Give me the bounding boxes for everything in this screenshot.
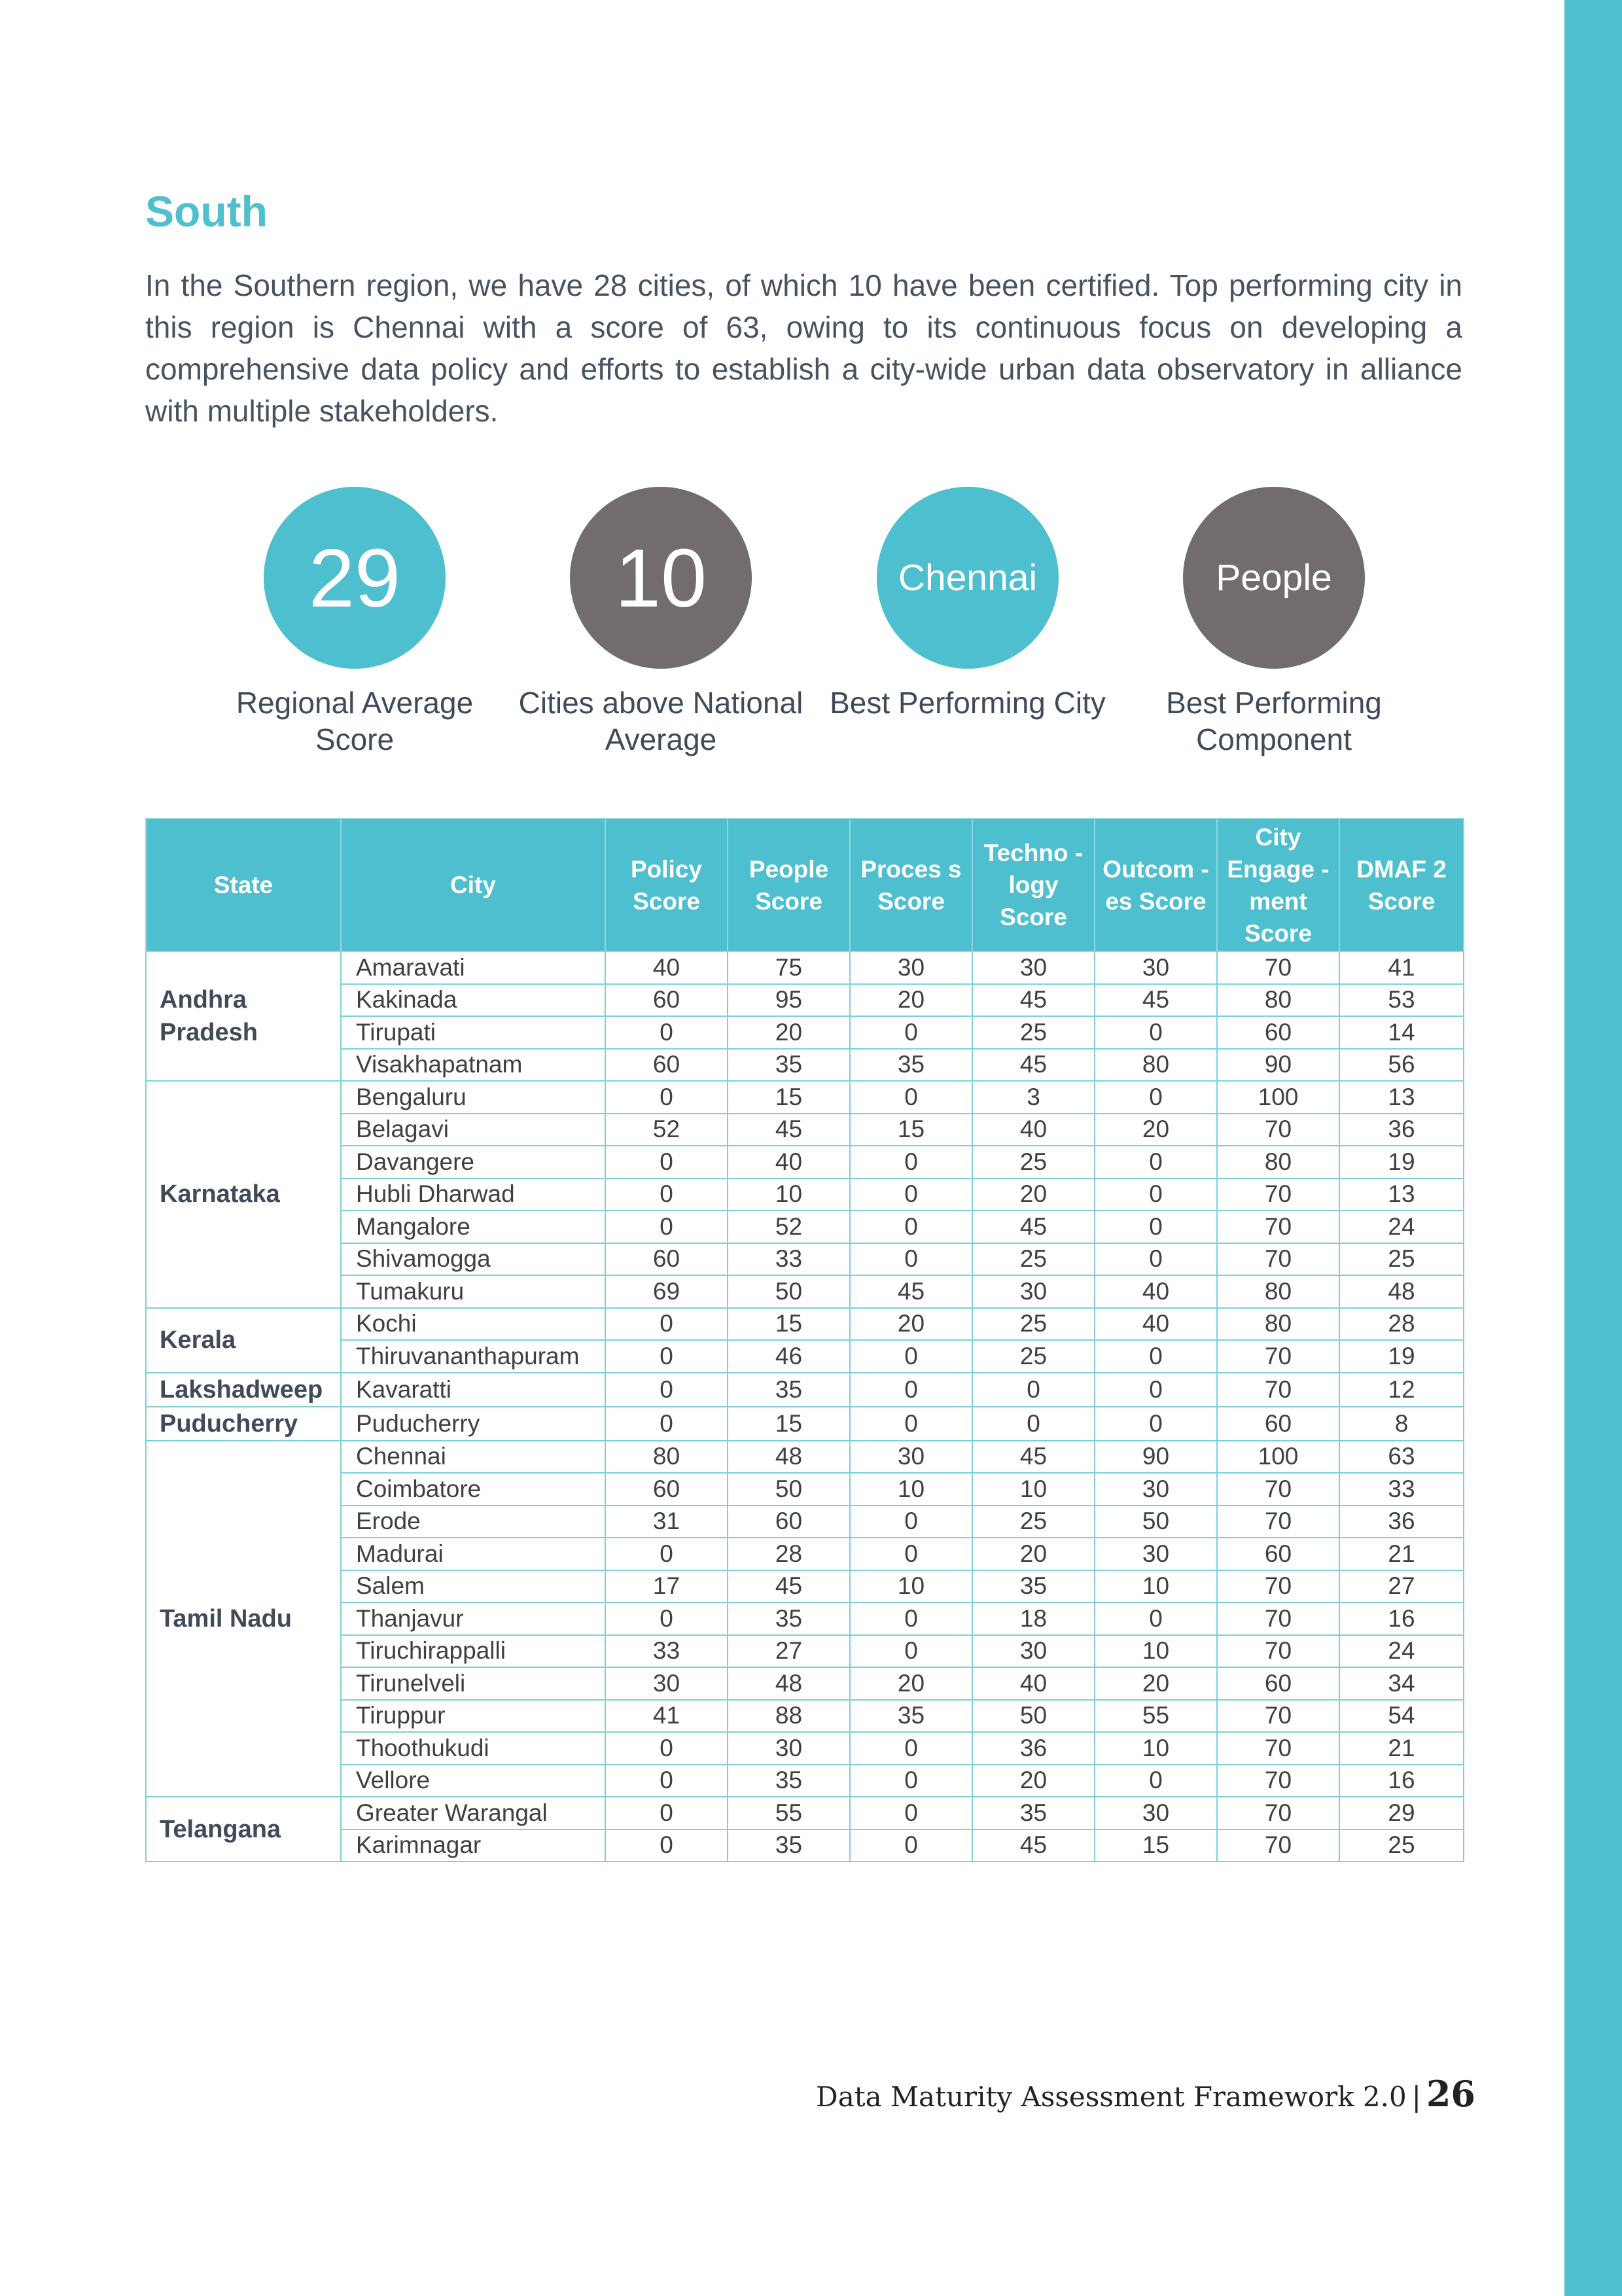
people-score-cell: 88: [728, 1700, 850, 1733]
engagement-score-cell: 100: [1217, 1081, 1339, 1114]
outcomes-score-cell: 0: [1095, 1373, 1217, 1407]
technology-score-cell: 35: [972, 1570, 1095, 1603]
table-row: [146, 1114, 1464, 1146]
people-score-cell: 15: [728, 1407, 850, 1441]
technology-score-cell: 25: [972, 1340, 1095, 1373]
kpi-value: Chennai: [898, 557, 1038, 599]
policy-score-cell: 0: [605, 1016, 728, 1049]
process-score-cell: 0: [850, 1340, 972, 1373]
table-row: [146, 1797, 1464, 1829]
policy-score-cell: 0: [605, 1538, 728, 1570]
technology-score-cell: 25: [972, 1308, 1095, 1341]
table-row: [146, 1635, 1464, 1668]
people-score-cell: 35: [728, 1829, 850, 1862]
policy-score-cell: 33: [605, 1635, 728, 1668]
table-row: [146, 984, 1464, 1017]
dmaf-score-cell: 8: [1339, 1407, 1464, 1441]
technology-score-cell: 40: [972, 1114, 1095, 1146]
technology-score-cell: 25: [972, 1243, 1095, 1276]
policy-score-cell: 40: [605, 951, 728, 984]
dmaf-score-cell: 12: [1339, 1373, 1464, 1407]
state-cell: Tamil Nadu: [146, 1441, 341, 1797]
engagement-score-cell: 80: [1217, 1275, 1339, 1308]
dmaf-score-cell: 48: [1339, 1275, 1464, 1308]
technology-score-cell: 30: [972, 1635, 1095, 1668]
city-cell: Amaravati: [341, 951, 605, 984]
table-row: [146, 1373, 1464, 1407]
people-score-cell: 30: [728, 1732, 850, 1765]
process-score-cell: 20: [850, 1308, 972, 1341]
table-row: [146, 1081, 1464, 1114]
dmaf-score-cell: 36: [1339, 1114, 1464, 1146]
engagement-score-cell: 70: [1217, 1373, 1339, 1407]
engagement-score-cell: 70: [1217, 1178, 1339, 1211]
engagement-score-cell: 80: [1217, 984, 1339, 1017]
dmaf-score-cell: 36: [1339, 1506, 1464, 1538]
policy-score-cell: 0: [605, 1308, 728, 1341]
state-cell: Kerala: [146, 1308, 341, 1373]
table-row: [146, 1602, 1464, 1635]
footer-separator: |: [1411, 2081, 1421, 2113]
outcomes-score-cell: 55: [1095, 1700, 1217, 1733]
city-cell: Tumakuru: [341, 1275, 605, 1308]
technology-score-cell: 50: [972, 1700, 1095, 1733]
kpi-value: 10: [614, 531, 707, 624]
table-row: [146, 1340, 1464, 1373]
outcomes-score-cell: 20: [1095, 1114, 1217, 1146]
city-cell: Shivamogga: [341, 1243, 605, 1276]
kpi-circle: [570, 487, 752, 669]
engagement-score-cell: 60: [1217, 1407, 1339, 1441]
engagement-score-cell: 70: [1217, 951, 1339, 984]
outcomes-score-cell: 0: [1095, 1243, 1217, 1276]
technology-score-cell: 30: [972, 951, 1095, 984]
people-score-cell: 27: [728, 1635, 850, 1668]
people-score-cell: 46: [728, 1340, 850, 1373]
outcomes-score-cell: 50: [1095, 1506, 1217, 1538]
dmaf-score-cell: 16: [1339, 1602, 1464, 1635]
kpi-circle: [1183, 487, 1365, 669]
people-score-cell: 50: [728, 1275, 850, 1308]
engagement-score-cell: 80: [1217, 1308, 1339, 1341]
table-row: [146, 1146, 1464, 1178]
outcomes-score-cell: 80: [1095, 1049, 1217, 1082]
section-title: South: [145, 187, 268, 236]
city-cell: Coimbatore: [341, 1473, 605, 1506]
header-technology-score: Techno -logy Score: [972, 819, 1095, 951]
city-cell: Tirupati: [341, 1016, 605, 1049]
policy-score-cell: 0: [605, 1732, 728, 1765]
dmaf-score-cell: 56: [1339, 1049, 1464, 1082]
dmaf-score-cell: 33: [1339, 1473, 1464, 1506]
city-cell: Greater Warangal: [341, 1797, 605, 1829]
kpi-best-component: [1120, 487, 1428, 758]
table-row: [146, 1441, 1464, 1474]
engagement-score-cell: 70: [1217, 1114, 1339, 1146]
engagement-score-cell: 70: [1217, 1700, 1339, 1733]
engagement-score-cell: 70: [1217, 1797, 1339, 1829]
dmaf-score-cell: 54: [1339, 1700, 1464, 1733]
process-score-cell: 0: [850, 1829, 972, 1862]
technology-score-cell: 45: [972, 1441, 1095, 1474]
engagement-score-cell: 60: [1217, 1538, 1339, 1570]
technology-score-cell: 45: [972, 1210, 1095, 1243]
outcomes-score-cell: 30: [1095, 1797, 1217, 1829]
process-score-cell: 0: [850, 1797, 972, 1829]
outcomes-score-cell: 0: [1095, 1016, 1217, 1049]
city-cell: Thanjavur: [341, 1602, 605, 1635]
engagement-score-cell: 70: [1217, 1506, 1339, 1538]
dmaf-score-cell: 27: [1339, 1570, 1464, 1603]
technology-score-cell: 40: [972, 1667, 1095, 1700]
engagement-score-cell: 70: [1217, 1635, 1339, 1668]
people-score-cell: 52: [728, 1210, 850, 1243]
dmaf-score-cell: 41: [1339, 951, 1464, 984]
technology-score-cell: 25: [972, 1146, 1095, 1178]
people-score-cell: 33: [728, 1243, 850, 1276]
dmaf-score-cell: 19: [1339, 1340, 1464, 1373]
process-score-cell: 0: [850, 1407, 972, 1441]
technology-score-cell: 25: [972, 1506, 1095, 1538]
technology-score-cell: 36: [972, 1732, 1095, 1765]
people-score-cell: 45: [728, 1114, 850, 1146]
technology-score-cell: 25: [972, 1016, 1095, 1049]
engagement-score-cell: 70: [1217, 1829, 1339, 1862]
state-cell: Andhra Pradesh: [146, 951, 341, 1081]
engagement-score-cell: 60: [1217, 1016, 1339, 1049]
dmaf-score-cell: 24: [1339, 1635, 1464, 1668]
process-score-cell: 20: [850, 1667, 972, 1700]
process-score-cell: 10: [850, 1570, 972, 1603]
outcomes-score-cell: 0: [1095, 1765, 1217, 1797]
outcomes-score-cell: 30: [1095, 1473, 1217, 1506]
outcomes-score-cell: 0: [1095, 1602, 1217, 1635]
people-score-cell: 55: [728, 1797, 850, 1829]
dmaf-score-cell: 21: [1339, 1538, 1464, 1570]
kpi-label: Regional Average Score: [236, 686, 474, 756]
table-row: [146, 1275, 1464, 1308]
technology-score-cell: 20: [972, 1765, 1095, 1797]
header-people-score: People Score: [728, 819, 850, 951]
process-score-cell: 0: [850, 1506, 972, 1538]
process-score-cell: 0: [850, 1635, 972, 1668]
dmaf-score-cell: 53: [1339, 984, 1464, 1017]
table-row: [146, 1308, 1464, 1341]
policy-score-cell: 0: [605, 1340, 728, 1373]
people-score-cell: 48: [728, 1441, 850, 1474]
engagement-score-cell: 90: [1217, 1049, 1339, 1082]
table-row: [146, 1538, 1464, 1570]
kpi-label: Cities above National Average: [518, 686, 803, 756]
technology-score-cell: 20: [972, 1538, 1095, 1570]
city-cell: Madurai: [341, 1538, 605, 1570]
state-cell: Puducherry: [146, 1407, 341, 1441]
dmaf-score-cell: 13: [1339, 1081, 1464, 1114]
dmaf-score-cell: 28: [1339, 1308, 1464, 1341]
policy-score-cell: 41: [605, 1700, 728, 1733]
outcomes-score-cell: 40: [1095, 1308, 1217, 1341]
header-policy-score: Policy Score: [605, 819, 728, 951]
policy-score-cell: 60: [605, 1473, 728, 1506]
header-outcomes-score: Outcom -es Score: [1095, 819, 1217, 951]
city-cell: Belagavi: [341, 1114, 605, 1146]
process-score-cell: 0: [850, 1373, 972, 1407]
dmaf-score-cell: 25: [1339, 1243, 1464, 1276]
policy-score-cell: 60: [605, 984, 728, 1017]
process-score-cell: 45: [850, 1275, 972, 1308]
dmaf-score-cell: 16: [1339, 1765, 1464, 1797]
kpi-regional-average: [201, 487, 508, 758]
city-cell: Kavaratti: [341, 1373, 605, 1407]
technology-score-cell: 45: [972, 984, 1095, 1017]
people-score-cell: 60: [728, 1506, 850, 1538]
city-cell: Tirunelveli: [341, 1667, 605, 1700]
outcomes-score-cell: 30: [1095, 1538, 1217, 1570]
policy-score-cell: 0: [605, 1210, 728, 1243]
dmaf-score-cell: 14: [1339, 1016, 1464, 1049]
technology-score-cell: 18: [972, 1602, 1095, 1635]
people-score-cell: 20: [728, 1016, 850, 1049]
kpi-value: People: [1216, 557, 1332, 599]
dmaf-score-cell: 13: [1339, 1178, 1464, 1211]
city-cell: Tiruchirappalli: [341, 1635, 605, 1668]
city-cell: Hubli Dharwad: [341, 1178, 605, 1211]
technology-score-cell: 30: [972, 1275, 1095, 1308]
outcomes-score-cell: 40: [1095, 1275, 1217, 1308]
people-score-cell: 35: [728, 1602, 850, 1635]
process-score-cell: 30: [850, 1441, 972, 1474]
dmaf-score-cell: 24: [1339, 1210, 1464, 1243]
policy-score-cell: 0: [605, 1797, 728, 1829]
process-score-cell: 0: [850, 1178, 972, 1211]
outcomes-score-cell: 0: [1095, 1340, 1217, 1373]
page-number: 26: [1426, 2073, 1475, 2115]
table-row: [146, 1506, 1464, 1538]
process-score-cell: 0: [850, 1538, 972, 1570]
policy-score-cell: 0: [605, 1081, 728, 1114]
people-score-cell: 15: [728, 1308, 850, 1341]
table-row: [146, 1700, 1464, 1733]
people-score-cell: 45: [728, 1570, 850, 1603]
engagement-score-cell: 70: [1217, 1570, 1339, 1603]
kpi-circle: [877, 487, 1059, 669]
table-body: [146, 951, 1464, 1862]
city-cell: Thiruvananthapuram: [341, 1340, 605, 1373]
dmaf-score-cell: 19: [1339, 1146, 1464, 1178]
header-city: City: [341, 819, 605, 951]
policy-score-cell: 0: [605, 1178, 728, 1211]
engagement-score-cell: 70: [1217, 1732, 1339, 1765]
intro-paragraph: In the Southern region, we have 28 cities, of which 10 have been certified. Top performing city in this region is Chennai with a score of 63, owing to its continuous focus on developing a comprehensive data policy and efforts to establish a city-wide urban data observatory in alliance with multiple stakeholders.: [145, 268, 1462, 428]
header-dmaf-score: DMAF 2 Score: [1339, 819, 1464, 951]
outcomes-score-cell: 10: [1095, 1732, 1217, 1765]
outcomes-score-cell: 30: [1095, 951, 1217, 984]
policy-score-cell: 0: [605, 1146, 728, 1178]
table-row: [146, 1765, 1464, 1797]
people-score-cell: 48: [728, 1667, 850, 1700]
engagement-score-cell: 70: [1217, 1340, 1339, 1373]
outcomes-score-cell: 20: [1095, 1667, 1217, 1700]
outcomes-score-cell: 45: [1095, 984, 1217, 1017]
policy-score-cell: 60: [605, 1049, 728, 1082]
header-city-engagement-score: City Engage -ment Score: [1217, 819, 1339, 951]
footer-title: Data Maturity Assessment Framework 2.0: [816, 2081, 1407, 2113]
process-score-cell: 10: [850, 1473, 972, 1506]
city-cell: Davangere: [341, 1146, 605, 1178]
engagement-score-cell: 70: [1217, 1765, 1339, 1797]
outcomes-score-cell: 0: [1095, 1210, 1217, 1243]
city-cell: Kakinada: [341, 984, 605, 1017]
process-score-cell: 0: [850, 1602, 972, 1635]
city-cell: Salem: [341, 1570, 605, 1603]
state-cell: Karnataka: [146, 1081, 341, 1308]
process-score-cell: 20: [850, 984, 972, 1017]
table-row: [146, 1473, 1464, 1506]
city-cell: Tiruppur: [341, 1700, 605, 1733]
policy-score-cell: 0: [605, 1373, 728, 1407]
city-cell: Puducherry: [341, 1407, 605, 1441]
technology-score-cell: 45: [972, 1049, 1095, 1082]
policy-score-cell: 52: [605, 1114, 728, 1146]
outcomes-score-cell: 0: [1095, 1178, 1217, 1211]
engagement-score-cell: 70: [1217, 1243, 1339, 1276]
people-score-cell: 28: [728, 1538, 850, 1570]
engagement-score-cell: 70: [1217, 1602, 1339, 1635]
process-score-cell: 35: [850, 1700, 972, 1733]
state-cell: Lakshadweep: [146, 1373, 341, 1407]
table-header-row: [146, 819, 1464, 951]
technology-score-cell: 10: [972, 1473, 1095, 1506]
policy-score-cell: 0: [605, 1602, 728, 1635]
people-score-cell: 75: [728, 951, 850, 984]
policy-score-cell: 17: [605, 1570, 728, 1603]
city-cell: Thoothukudi: [341, 1732, 605, 1765]
outcomes-score-cell: 15: [1095, 1829, 1217, 1862]
outcomes-score-cell: 10: [1095, 1635, 1217, 1668]
kpi-label: Best Performing City: [830, 686, 1106, 720]
engagement-score-cell: 70: [1217, 1473, 1339, 1506]
people-score-cell: 35: [728, 1049, 850, 1082]
policy-score-cell: 69: [605, 1275, 728, 1308]
dmaf-score-cell: 63: [1339, 1441, 1464, 1474]
dmaf-score-cell: 25: [1339, 1829, 1464, 1862]
technology-score-cell: 45: [972, 1829, 1095, 1862]
policy-score-cell: 80: [605, 1441, 728, 1474]
table-row: [146, 1407, 1464, 1441]
city-cell: Visakhapatnam: [341, 1049, 605, 1082]
engagement-score-cell: 60: [1217, 1667, 1339, 1700]
engagement-score-cell: 70: [1217, 1210, 1339, 1243]
technology-score-cell: 35: [972, 1797, 1095, 1829]
process-score-cell: 0: [850, 1210, 972, 1243]
header-state: State: [146, 819, 341, 951]
process-score-cell: 0: [850, 1146, 972, 1178]
page-footer: [816, 2073, 1475, 2115]
engagement-score-cell: 100: [1217, 1441, 1339, 1474]
side-accent-bar: [1564, 0, 1622, 2296]
policy-score-cell: 0: [605, 1829, 728, 1862]
table-row: [146, 1210, 1464, 1243]
city-cell: Kochi: [341, 1308, 605, 1341]
policy-score-cell: 30: [605, 1667, 728, 1700]
table-row: [146, 1667, 1464, 1700]
engagement-score-cell: 80: [1217, 1146, 1339, 1178]
process-score-cell: 0: [850, 1016, 972, 1049]
outcomes-score-cell: 0: [1095, 1146, 1217, 1178]
table-row: [146, 1570, 1464, 1603]
kpi-cities-above-average: [507, 487, 815, 758]
table-row: [146, 1178, 1464, 1211]
table-row: [146, 951, 1464, 984]
table-row: [146, 1243, 1464, 1276]
city-cell: Bengaluru: [341, 1081, 605, 1114]
dmaf-score-cell: 34: [1339, 1667, 1464, 1700]
table-row: [146, 1016, 1464, 1049]
process-score-cell: 15: [850, 1114, 972, 1146]
technology-score-cell: 20: [972, 1178, 1095, 1211]
city-cell: Karimnagar: [341, 1829, 605, 1862]
people-score-cell: 40: [728, 1146, 850, 1178]
outcomes-score-cell: 90: [1095, 1441, 1217, 1474]
process-score-cell: 35: [850, 1049, 972, 1082]
people-score-cell: 50: [728, 1473, 850, 1506]
outcomes-score-cell: 0: [1095, 1081, 1217, 1114]
state-cell: Telangana: [146, 1797, 341, 1862]
people-score-cell: 10: [728, 1178, 850, 1211]
policy-score-cell: 31: [605, 1506, 728, 1538]
city-cell: Mangalore: [341, 1210, 605, 1243]
dmaf-score-cell: 21: [1339, 1732, 1464, 1765]
table-row: [146, 1049, 1464, 1082]
policy-score-cell: 0: [605, 1407, 728, 1441]
city-cell: Vellore: [341, 1765, 605, 1797]
people-score-cell: 95: [728, 984, 850, 1017]
table-row: [146, 1829, 1464, 1862]
city-scores-table: [145, 818, 1464, 1862]
outcomes-score-cell: 10: [1095, 1570, 1217, 1603]
process-score-cell: 0: [850, 1243, 972, 1276]
table-row: [146, 1732, 1464, 1765]
policy-score-cell: 60: [605, 1243, 728, 1276]
dmaf-score-cell: 29: [1339, 1797, 1464, 1829]
process-score-cell: 0: [850, 1765, 972, 1797]
kpi-best-city: [814, 487, 1121, 721]
kpi-label: Best Performing Component: [1166, 686, 1382, 756]
outcomes-score-cell: 0: [1095, 1407, 1217, 1441]
process-score-cell: 30: [850, 951, 972, 984]
people-score-cell: 35: [728, 1373, 850, 1407]
process-score-cell: 0: [850, 1081, 972, 1114]
process-score-cell: 0: [850, 1732, 972, 1765]
policy-score-cell: 0: [605, 1765, 728, 1797]
people-score-cell: 35: [728, 1765, 850, 1797]
people-score-cell: 15: [728, 1081, 850, 1114]
header-process-score: Proces s Score: [850, 819, 972, 951]
technology-score-cell: 0: [972, 1407, 1095, 1441]
technology-score-cell: 0: [972, 1373, 1095, 1407]
city-cell: Erode: [341, 1506, 605, 1538]
technology-score-cell: 3: [972, 1081, 1095, 1114]
kpi-value: 29: [308, 531, 401, 624]
city-cell: Chennai: [341, 1441, 605, 1474]
kpi-circle: [264, 487, 446, 669]
